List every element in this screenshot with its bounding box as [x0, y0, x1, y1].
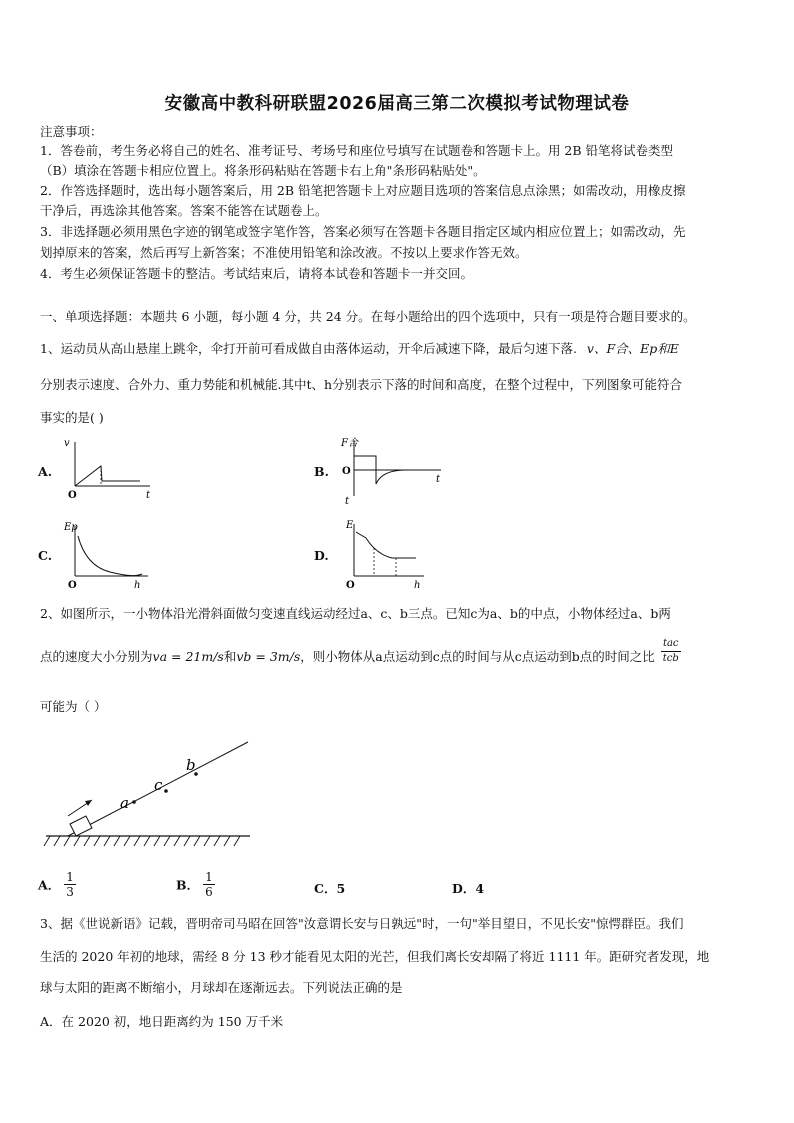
notice-line: 干净后，再选涂其他答案。答案不能答在试题卷上。 [40, 203, 328, 218]
q1-graph-a [60, 436, 155, 501]
graph-d-x-label: h [414, 580, 421, 590]
q2-option-b-frac [203, 870, 215, 899]
q1-vars: v、F合、Ep和E [586, 341, 679, 356]
graph-a-origin: O [68, 490, 77, 501]
q2-option-c-value: 5 [336, 881, 346, 896]
q1-option-c-label: C. [38, 548, 53, 563]
graph-b-y-label: F合 [341, 438, 358, 449]
q2-option-b-num: 1 [205, 870, 213, 884]
q1-line2: 分别表示速度、合外力、重力势能和机械能.其中t、h分别表示下落的时间和高度，在整个过程中，下列图象可能符合 [40, 377, 683, 392]
graph-b-t-label: t [345, 496, 350, 506]
q2-va: va = 21m/s [152, 649, 224, 664]
q2-option-a-den: 3 [66, 885, 74, 899]
graph-d-y-label: E [346, 520, 354, 531]
q1-graph-d [336, 518, 431, 590]
q3-line2: 生活的 2020 年初的地球，需经 8 分 13 秒才能看见太阳的光芒，但我们离长安却隔了将近 1111 年。距研究者发现，地 [40, 949, 710, 964]
notice-line: 划掉原来的答案，然后再写上新答案；不准使用铅笔和涂改液。不按以上要求作答无效。 [40, 245, 528, 260]
graph-b-zero: O [342, 466, 351, 477]
section-heading: 一、单项选择题：本题共 6 小题，每小题 4 分，共 24 分。在每小题给出的四个选项中，只有一项是符合题目要求的。 [40, 309, 696, 324]
q2-ratio [661, 637, 681, 666]
q2-option-d-label: D． [452, 881, 476, 896]
q3-line3: 球与太阳的距离不断缩小，月球却在逐渐远去。下列说法正确的是 [40, 980, 403, 995]
q1-line3: 事实的是( ) [40, 410, 104, 425]
graph-a-y-label: v [64, 438, 70, 449]
q2-ratio-den: tcb [662, 653, 679, 664]
q1-text: 1、运动员从高山悬崖上跳伞，伞打开前可看成做自由落体运动，开伞后减速下降，最后匀速下落. [40, 341, 577, 356]
q1-graph-b [336, 434, 446, 506]
q2-line3: 可能为（ ） [40, 699, 107, 714]
q2-line2-pre: 点的速度大小分别为 [40, 649, 153, 664]
q2-incline-diagram [40, 736, 260, 852]
q2-line1: 2、如图所示，一小物体沿光滑斜面做匀变速直线运动经过a、c、b三点。已知c为a、b的中点，小物体经过a、b两 [40, 606, 671, 621]
q2-ratio-num: tac [661, 637, 681, 652]
point-c-label: c [154, 776, 163, 794]
q2-option-d-value: 4 [475, 881, 485, 896]
notice-line: 2．作答选择题时，选出每小题答案后，用 2B 铅笔把答题卡上对应题目选项的答案信息点涂黑；如需改动，用橡皮擦 [40, 183, 686, 198]
notice-line: （B）填涂在答题卡相应位置上。将条形码粘贴在答题卡右上角"条形码粘贴处"。 [40, 163, 486, 178]
graph-d-origin: O [346, 580, 355, 590]
q2-line2 [40, 638, 681, 666]
page-title: 安徽高中教科研联盟2026届高三第二次模拟考试物理试卷 [164, 94, 630, 114]
q2-vb: vb = 3m/s [236, 649, 301, 664]
q2-option-b [176, 870, 215, 899]
q2-option-c [314, 879, 345, 897]
q2-option-b-label: B． [176, 877, 200, 893]
q3-line1: 3、据《世说新语》记载，晋明帝司马昭在回答"汝意谓长安与日孰远"时，一句"举目望日，不见长安"惊愕群臣。我们 [40, 916, 684, 931]
q2-option-a-label: A． [38, 877, 61, 893]
q2-option-c-label: C． [314, 881, 337, 896]
q2-option-a-num: 1 [66, 870, 74, 884]
point-a-label: a [120, 794, 129, 812]
graph-c-origin: O [68, 580, 77, 590]
q2-option-a-frac [64, 870, 76, 899]
q2-option-d [452, 879, 484, 897]
q1-option-b-label: B. [314, 464, 329, 479]
graph-c-x-label: h [134, 580, 141, 590]
notice-line: 3．非选择题必须用黑色字迹的钢笔或签字笔作答，答案必须写在答题卡各题目指定区域内相应位置上；如需改动，先 [40, 224, 686, 239]
q1-option-d-label: D. [314, 548, 329, 563]
q2-line2-post: ，则小物体从a点运动到c点的时间与从c点运动到b点的时间之比 [300, 649, 655, 664]
point-b-label: b [186, 756, 196, 774]
graph-c-y-label: Ep [64, 522, 78, 533]
q1-option-a-label: A. [38, 464, 53, 479]
q2-option-a [38, 870, 76, 899]
graph-a-x-label: t [146, 490, 151, 501]
q1-line1 [40, 339, 679, 357]
q3-option-a: A．在 2020 初，地日距离约为 150 万千米 [40, 1014, 284, 1029]
notice-line: 1．答卷前，考生务必将自己的姓名、准考证号、考场号和座位号填写在试题卷和答题卡上。用 2B 铅笔将试卷类型 [40, 143, 674, 158]
q2-and: 和 [223, 649, 237, 664]
q1-graph-c [60, 518, 155, 590]
notice-line: 4．考生必须保证答题卡的整洁。考试结束后，请将本试卷和答题卡一并交回。 [40, 266, 473, 281]
notice-heading: 注意事项： [40, 124, 103, 139]
q2-option-b-den: 6 [205, 885, 213, 899]
graph-b-x-label: t [436, 474, 441, 485]
